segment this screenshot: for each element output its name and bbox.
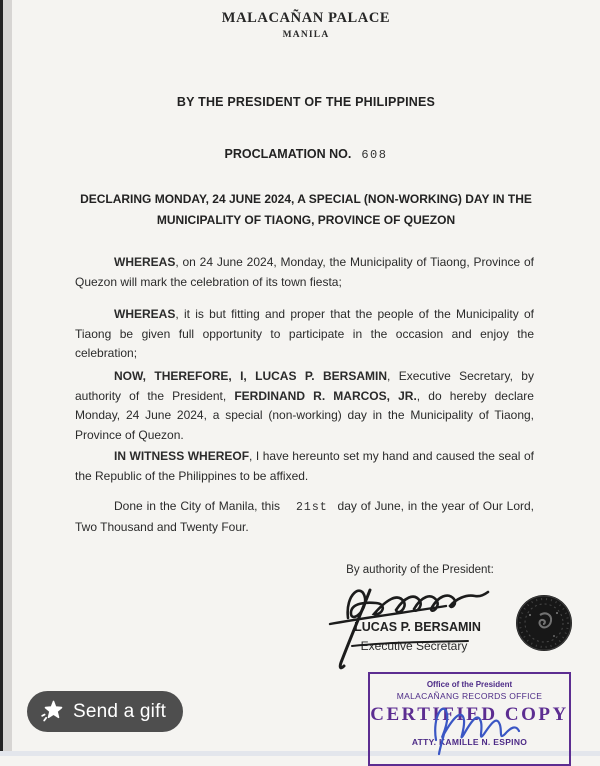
stamp-office-line: Office of the President: [426, 680, 513, 689]
document-title: DECLARING MONDAY, 24 JUNE 2024, A SPECIAL (NON-WORKING) DAY IN THE MUNICIPALITY OF TIAONG, PROVINCE OF QUEZON: [80, 192, 532, 227]
paragraph-5: Done in the City of Manila, this 21st day of June, in the year of Our Lord, Two Thousand and Twenty Four.: [75, 499, 534, 534]
send-gift-label: Send a gift: [73, 700, 167, 722]
signer-title: Executive Secretary: [360, 639, 468, 653]
send-gift-button[interactable]: [27, 691, 183, 732]
stamp-certified-copy-label: CERTIFIED COPY: [370, 704, 569, 725]
presidential-seal-icon: [514, 593, 574, 653]
signer-name: LUCAS P. BERSAMIN: [354, 620, 481, 634]
letterhead: [12, 10, 600, 40]
stamp-records-office-line: MALACAÑANG RECORDS OFFICE: [396, 691, 543, 701]
byline: BY THE PRESIDENT OF THE PHILIPPINES: [176, 95, 436, 109]
paragraph-3: NOW, THEREFORE, I, LUCAS P. BERSAMIN, Executive Secretary, by authority of the President, FERDINAND R. MARCOS, JR., do hereby declare Monday, 24 June 2024, a special (non-working) day in the Municipality of Tiaong, Province of Quezon.: [75, 369, 534, 442]
proclamation-label: PROCLAMATION NO.: [224, 147, 352, 161]
stamp-certifier-name: ATTY. KAMILLE N. ESPINO: [411, 737, 528, 747]
sparkle-star-icon: [40, 699, 65, 724]
paragraph-4: IN WITNESS WHEREOF, I have hereunto set my hand and caused the seal of the Republic of the Philippines to be affixed.: [75, 449, 534, 483]
proclamation-line: [12, 147, 600, 162]
proclamation-number: 608: [361, 148, 388, 162]
scan-edge-gray: [3, 0, 12, 756]
letterhead-palace: MALACAÑAN PALACE: [221, 10, 391, 26]
by-authority-line: By authority of the President:: [346, 564, 494, 576]
paragraph-2: WHEREAS, it is but fitting and proper that the people of the Municipality of Tiaong be given full opportunity to participate in the occasion and enjoy the celebration;: [75, 307, 534, 360]
paragraph-1: WHEREAS, on 24 June 2024, Monday, the Municipality of Tiaong, Province of Quezon will mark the celebration of its town fiesta;: [75, 255, 534, 289]
bersamin-signature-icon: [318, 576, 513, 676]
certifier-signature-icon: [420, 694, 545, 756]
letterhead-city: MANILA: [282, 30, 330, 40]
